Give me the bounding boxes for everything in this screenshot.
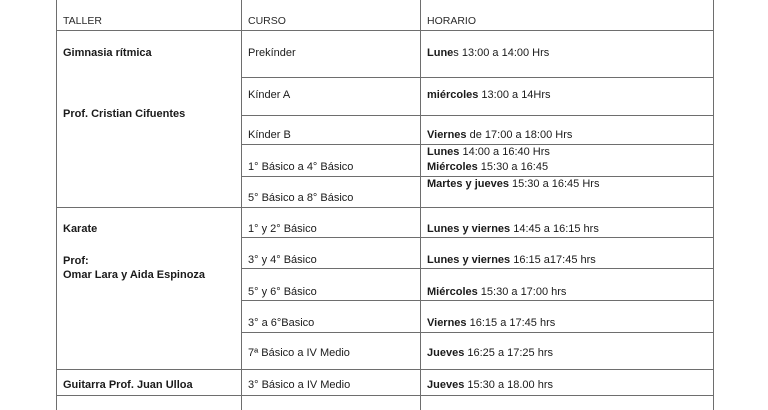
row-divider	[241, 176, 714, 177]
row-divider	[241, 144, 714, 145]
header-taller: TALLER	[63, 15, 102, 27]
horario-cell: Jueves 16:25 a 17:25 hrs	[427, 347, 553, 359]
horario-cell: Jueves 15:30 a 18.00 hrs	[427, 379, 553, 391]
horario-cell: Martes y jueves 15:30 a 16:45 Hrs	[427, 178, 600, 190]
taller-gimnasia-name: Gimnasia rítmica	[63, 47, 152, 59]
column-divider-curso	[241, 0, 242, 410]
horario-cell: Miércoles 15:30 a 17:00 hrs	[427, 286, 567, 298]
horario-cell: Lunes 13:00 a 14:00 Hrs	[427, 47, 550, 59]
curso-cell: Kínder B	[248, 129, 291, 141]
curso-cell: 7ª Básico a IV Medio	[248, 347, 350, 359]
header-row-bottom-border	[56, 30, 714, 31]
row-divider	[241, 332, 714, 333]
row-divider	[241, 77, 714, 78]
curso-cell: 3° Básico a IV Medio	[248, 379, 351, 391]
header-curso: CURSO	[248, 15, 286, 27]
horario-cell: Viernes de 17:00 a 18:00 Hrs	[427, 129, 573, 141]
curso-cell: Kínder A	[248, 89, 291, 101]
horario-cell: miércoles 13:00 a 14Hrs	[427, 89, 551, 101]
gimnasia-section-bottom-border	[56, 207, 714, 208]
row-divider	[241, 115, 714, 116]
curso-cell: Prekínder	[248, 47, 296, 59]
horario-cell: Lunes y viernes 16:15 a17:45 hrs	[427, 254, 596, 266]
curso-cell: 1° Básico a 4° Básico	[248, 161, 354, 173]
column-divider-horario	[420, 0, 421, 410]
horario-cell: Miércoles 15:30 a 16:45	[427, 161, 549, 173]
taller-karate-name: Karate	[63, 223, 98, 235]
horario-cell: Viernes 16:15 a 17:45 hrs	[427, 317, 556, 329]
curso-cell: 5° y 6° Básico	[248, 286, 317, 298]
taller-gimnasia-prof: Prof. Cristian Cifuentes	[63, 108, 186, 120]
guitarra-section-bottom-border	[56, 395, 714, 396]
horario-cell: Lunes y viernes 14:45 a 16:15 hrs	[427, 223, 599, 235]
curso-cell: 5° Básico a 8° Básico	[248, 192, 354, 204]
taller-guitarra: Guitarra Prof. Juan Ulloa	[63, 379, 193, 391]
horario-cell: Lunes 14:00 a 16:40 Hrs	[427, 146, 550, 158]
row-divider	[241, 300, 714, 301]
row-divider	[241, 268, 714, 269]
taller-karate-prof-label: Prof:	[63, 255, 89, 267]
karate-section-bottom-border	[56, 369, 714, 370]
taller-karate-prof-names: Omar Lara y Aida Espinoza	[63, 269, 206, 281]
row-divider	[241, 237, 714, 238]
table-border-right	[713, 0, 714, 410]
header-horario: HORARIO	[427, 15, 477, 27]
curso-cell: 3° y 4° Básico	[248, 254, 317, 266]
curso-cell: 3° a 6°Basico	[248, 317, 315, 329]
table-border-left	[56, 0, 57, 410]
curso-cell: 1° y 2° Básico	[248, 223, 317, 235]
